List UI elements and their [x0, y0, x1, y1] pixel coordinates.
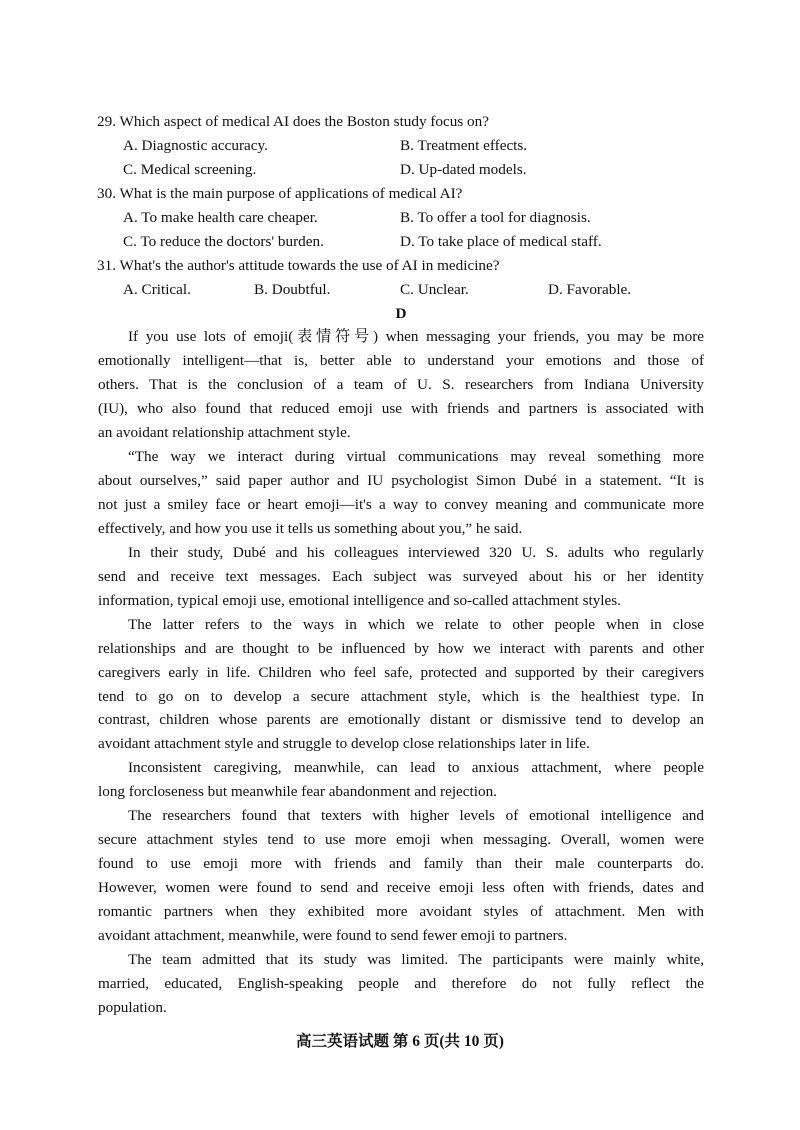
- answer-option: C. Medical screening.: [123, 160, 257, 178]
- answer-option: D. Up-dated models.: [400, 160, 527, 178]
- answer-option: C. To reduce the doctors' burden.: [123, 232, 324, 250]
- paragraph-line: secure attachment styles tend to use more emoji when messaging. Overall, women were: [98, 831, 704, 849]
- paragraph-line: (IU), who also found that reduced emoji use with friends and partners is associated with: [98, 400, 704, 418]
- paragraph-line: The latter refers to the ways in which we relate to other people when in close: [128, 615, 704, 633]
- paragraph-line: others. That is the conclusion of a team of U. S. researchers from Indiana University: [98, 376, 704, 394]
- options-row: [98, 206, 704, 230]
- paragraph-line: send and receive text messages. Each subject was surveyed about his or her identity: [98, 567, 704, 585]
- answer-option: A. Critical.: [123, 280, 191, 298]
- passage-paragraph: [98, 613, 704, 757]
- answer-option: A. Diagnostic accuracy.: [123, 136, 268, 154]
- question-stem: 31. What's the author's attitude towards the use of AI in medicine?: [97, 256, 500, 274]
- answer-option: D. To take place of medical staff.: [400, 232, 602, 250]
- paragraph-line: found to use emoji more with friends and family than their male counterparts do.: [98, 855, 704, 873]
- page-footer: 高三英语试题 第 6 页(共 10 页): [296, 1033, 504, 1050]
- paragraph-line: information, typical emoji use, emotional intelligence and so-called attachment styles.: [98, 591, 621, 609]
- paragraph-line: The team admitted that its study was limited. The participants were mainly white,: [128, 950, 704, 968]
- paragraph-line: married, educated, English-speaking people and therefore do not fully reflect the: [98, 974, 704, 992]
- paragraph-line: about ourselves,” said paper author and IU psychologist Simon Dubé in a statement. “It is: [98, 472, 704, 490]
- passage-paragraph: [98, 445, 704, 541]
- options-row: [98, 158, 704, 182]
- paragraph-line: emotionally intelligent—that is, better able to understand your emotions and those of: [98, 352, 704, 370]
- paragraph-line: tend to go on to develop a secure attachment style, which is the healthiest type. In: [98, 687, 704, 705]
- passage-paragraph: [98, 804, 704, 948]
- paragraph-line: an avoidant relationship attachment style.: [98, 424, 351, 442]
- question-31: [98, 254, 704, 302]
- paragraph-line: If you use lots of emoji(表情符号) when messaging your friends, you may be more: [128, 328, 704, 346]
- paragraph-line: avoidant attachment style and struggle to develop close relationships later in life.: [98, 735, 590, 753]
- passage-paragraph: [98, 948, 704, 1020]
- paragraph-line: long forcloseness but meanwhile fear abandonment and rejection.: [98, 783, 497, 801]
- answer-option: C. Unclear.: [400, 280, 469, 298]
- paragraph-line: contrast, children whose parents are emotionally distant or dismissive tend to develop an: [98, 711, 704, 729]
- question-stem: 30. What is the main purpose of applications of medical AI?: [97, 184, 463, 202]
- paragraph-line: romantic partners when they exhibited more avoidant styles of attachment. Men with: [98, 902, 704, 920]
- question-29: [98, 110, 704, 182]
- answer-option: B. Doubtful.: [254, 280, 331, 298]
- paragraph-line: “The way we interact during virtual communications may reveal something more: [128, 448, 704, 466]
- paragraph-line: effectively, and how you use it tells us something about you,” he said.: [98, 519, 523, 537]
- answer-option: B. Treatment effects.: [400, 136, 528, 154]
- answer-option: D. Favorable.: [548, 280, 632, 298]
- paragraph-line: However, women were found to send and receive emoji less often with friends, dates and: [98, 879, 704, 896]
- section-title: D: [395, 304, 407, 322]
- paragraph-line: avoidant attachment, meanwhile, were found to send fewer emoji to partners.: [98, 926, 568, 944]
- paragraph-line: population.: [98, 998, 167, 1016]
- paragraph-line: caregivers early in life. Children who feel safe, protected and supported by their caregivers: [98, 663, 704, 681]
- question-30: [98, 182, 704, 254]
- options-row: [98, 134, 704, 158]
- options-row: [98, 278, 704, 302]
- passage-paragraph: [98, 541, 704, 613]
- paragraph-line: In their study, Dubé and his colleagues interviewed 320 U. S. adults who regularly: [128, 543, 704, 561]
- passage-paragraph: [98, 756, 704, 804]
- paragraph-line: not just a smiley face or heart emoji—it's a way to convey meaning and communicate more: [98, 496, 704, 513]
- exam-page-content: [98, 110, 704, 1020]
- question-stem: 29. Which aspect of medical AI does the Boston study focus on?: [97, 113, 489, 130]
- options-row: [98, 230, 704, 254]
- answer-option: B. To offer a tool for diagnosis.: [400, 208, 591, 226]
- passage-paragraph: [98, 325, 704, 445]
- answer-option: A. To make health care cheaper.: [123, 208, 318, 226]
- paragraph-line: Inconsistent caregiving, meanwhile, can lead to anxious attachment, where people: [128, 759, 704, 777]
- paragraph-line: relationships and are thought to be influenced by how we interact with parents and other: [98, 639, 704, 657]
- paragraph-line: The researchers found that texters with higher levels of emotional intelligence and: [128, 807, 704, 825]
